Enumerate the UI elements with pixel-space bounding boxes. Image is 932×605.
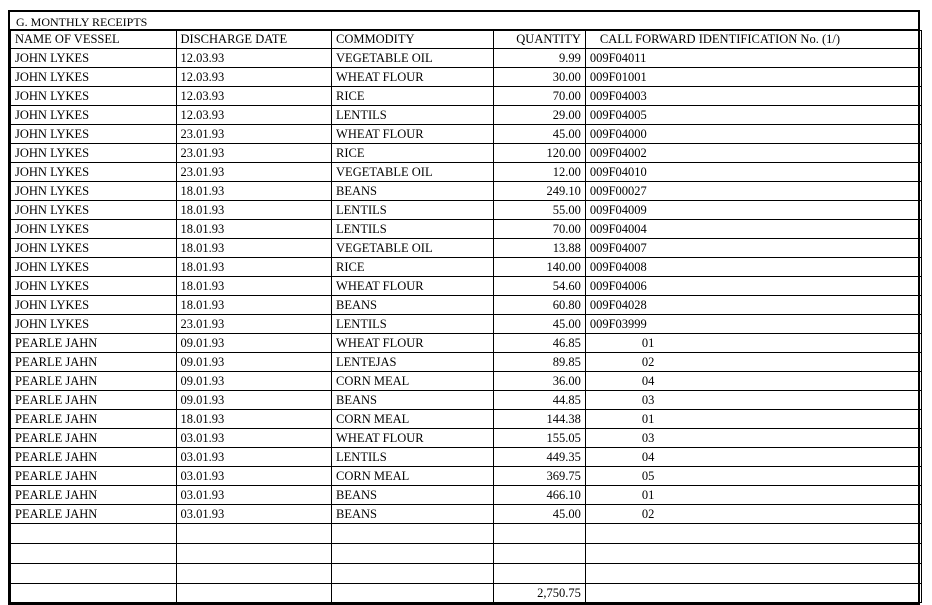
table-row <box>11 49 922 68</box>
cell-quantity: 89.85 <box>493 353 585 372</box>
cell-commodity: WHEAT FLOUR <box>332 68 494 87</box>
cell-quantity: 140.00 <box>493 258 585 277</box>
cell-cfi: 009F03999 <box>585 315 921 334</box>
blank-row <box>11 564 922 584</box>
blank-row <box>11 544 922 564</box>
cell-quantity: 54.60 <box>493 277 585 296</box>
total-row <box>11 584 922 603</box>
cell-commodity: CORN MEAL <box>332 372 494 391</box>
table-row <box>11 125 922 144</box>
table-row <box>11 410 922 429</box>
cell-vessel: PEARLE JAHN <box>11 467 177 486</box>
table-row <box>11 448 922 467</box>
cell-commodity: WHEAT FLOUR <box>332 125 494 144</box>
cell-quantity: 44.85 <box>493 391 585 410</box>
table-row <box>11 201 922 220</box>
cell-vessel: JOHN LYKES <box>11 182 177 201</box>
cell-cfi: 009F01001 <box>585 68 921 87</box>
cell-vessel: JOHN LYKES <box>11 201 177 220</box>
cell-quantity: 12.00 <box>493 163 585 182</box>
cell-commodity: BEANS <box>332 182 494 201</box>
header-quantity: QUANTITY <box>493 31 585 49</box>
header-cfi: CALL FORWARD IDENTIFICATION No. (1/) <box>585 31 921 49</box>
cell-discharge-date: 09.01.93 <box>176 334 332 353</box>
cell-vessel: JOHN LYKES <box>11 220 177 239</box>
cell-discharge-date: 12.03.93 <box>176 106 332 125</box>
table-row <box>11 258 922 277</box>
cell-quantity: 13.88 <box>493 239 585 258</box>
header-row <box>11 31 922 49</box>
cell-commodity: BEANS <box>332 505 494 524</box>
cell-commodity: LENTILS <box>332 448 494 467</box>
cell-quantity: 449.35 <box>493 448 585 467</box>
cell-commodity: WHEAT FLOUR <box>332 334 494 353</box>
table-frame <box>8 30 920 605</box>
header-vessel: NAME OF VESSEL <box>11 31 177 49</box>
header-discharge-date: DISCHARGE DATE <box>176 31 332 49</box>
cell-discharge-date: 23.01.93 <box>176 125 332 144</box>
table-row <box>11 334 922 353</box>
cell-vessel: PEARLE JAHN <box>11 391 177 410</box>
cell-discharge-date: 18.01.93 <box>176 258 332 277</box>
cell-discharge-date: 18.01.93 <box>176 410 332 429</box>
cell-quantity: 36.00 <box>493 372 585 391</box>
table-row <box>11 391 922 410</box>
cell-commodity: WHEAT FLOUR <box>332 277 494 296</box>
cell-cfi: 009F04005 <box>585 106 921 125</box>
cell-cfi: 009F04028 <box>585 296 921 315</box>
table-row <box>11 505 922 524</box>
cell-vessel: JOHN LYKES <box>11 239 177 258</box>
cell-vessel: JOHN LYKES <box>11 296 177 315</box>
cell-commodity: VEGETABLE OIL <box>332 239 494 258</box>
cell-commodity: BEANS <box>332 296 494 315</box>
cell-quantity: 55.00 <box>493 201 585 220</box>
cell-commodity: VEGETABLE OIL <box>332 163 494 182</box>
cell-discharge-date: 03.01.93 <box>176 429 332 448</box>
cell-cfi: 03 <box>585 391 921 410</box>
table-row <box>11 486 922 505</box>
cell-discharge-date: 12.03.93 <box>176 68 332 87</box>
cell-vessel: PEARLE JAHN <box>11 372 177 391</box>
cell-vessel: PEARLE JAHN <box>11 410 177 429</box>
cell-commodity: BEANS <box>332 391 494 410</box>
cell-commodity: RICE <box>332 144 494 163</box>
cell-vessel: PEARLE JAHN <box>11 353 177 372</box>
cell-quantity: 29.00 <box>493 106 585 125</box>
cell-cfi: 009F04009 <box>585 201 921 220</box>
table-row <box>11 277 922 296</box>
cell-cfi: 05 <box>585 467 921 486</box>
cell-cfi: 009F04007 <box>585 239 921 258</box>
cell-quantity: 45.00 <box>493 505 585 524</box>
cell-quantity: 144.38 <box>493 410 585 429</box>
cell-cfi: 02 <box>585 353 921 372</box>
cell-vessel: PEARLE JAHN <box>11 486 177 505</box>
monthly-receipts-form <box>8 10 920 605</box>
cell-vessel: JOHN LYKES <box>11 277 177 296</box>
cell-discharge-date: 23.01.93 <box>176 163 332 182</box>
cell-discharge-date: 18.01.93 <box>176 296 332 315</box>
cell-cfi: 01 <box>585 334 921 353</box>
cell-vessel: JOHN LYKES <box>11 106 177 125</box>
cell-discharge-date: 23.01.93 <box>176 315 332 334</box>
cell-vessel: PEARLE JAHN <box>11 334 177 353</box>
cell-discharge-date: 18.01.93 <box>176 239 332 258</box>
cell-vessel: PEARLE JAHN <box>11 429 177 448</box>
cell-quantity: 249.10 <box>493 182 585 201</box>
cell-commodity: CORN MEAL <box>332 410 494 429</box>
cell-cfi: 009F04011 <box>585 49 921 68</box>
cell-commodity: LENTILS <box>332 315 494 334</box>
table-row <box>11 163 922 182</box>
cell-cfi: 009F04000 <box>585 125 921 144</box>
cell-commodity: VEGETABLE OIL <box>332 49 494 68</box>
cell-quantity: 70.00 <box>493 220 585 239</box>
cell-discharge-date: 18.01.93 <box>176 277 332 296</box>
cell-vessel: PEARLE JAHN <box>11 505 177 524</box>
receipts-table <box>10 30 922 603</box>
cell-cfi: 009F04008 <box>585 258 921 277</box>
cell-discharge-date: 03.01.93 <box>176 505 332 524</box>
blank-row <box>11 524 922 544</box>
cell-discharge-date: 12.03.93 <box>176 49 332 68</box>
table-row <box>11 239 922 258</box>
cell-commodity: LENTILS <box>332 201 494 220</box>
cell-quantity: 45.00 <box>493 125 585 144</box>
cell-discharge-date: 09.01.93 <box>176 372 332 391</box>
cell-discharge-date: 18.01.93 <box>176 182 332 201</box>
table-row <box>11 144 922 163</box>
cell-commodity: RICE <box>332 258 494 277</box>
cell-quantity: 155.05 <box>493 429 585 448</box>
cell-vessel: PEARLE JAHN <box>11 448 177 467</box>
cell-discharge-date: 18.01.93 <box>176 220 332 239</box>
cell-quantity: 70.00 <box>493 87 585 106</box>
cell-vessel: JOHN LYKES <box>11 87 177 106</box>
table-row <box>11 467 922 486</box>
table-row <box>11 429 922 448</box>
cell-commodity: LENTEJAS <box>332 353 494 372</box>
table-row <box>11 182 922 201</box>
cell-quantity: 120.00 <box>493 144 585 163</box>
table-row <box>11 68 922 87</box>
cell-cfi: 009F04006 <box>585 277 921 296</box>
cell-cfi: 009F04010 <box>585 163 921 182</box>
cell-quantity: 369.75 <box>493 467 585 486</box>
cell-cfi: 01 <box>585 486 921 505</box>
table-body <box>11 49 922 603</box>
cell-commodity: LENTILS <box>332 106 494 125</box>
table-row <box>11 87 922 106</box>
cell-vessel: JOHN LYKES <box>11 315 177 334</box>
cell-discharge-date: 03.01.93 <box>176 486 332 505</box>
cell-cfi: 009F04003 <box>585 87 921 106</box>
cell-vessel: JOHN LYKES <box>11 258 177 277</box>
cell-discharge-date: 23.01.93 <box>176 144 332 163</box>
cell-quantity: 60.80 <box>493 296 585 315</box>
cell-commodity: WHEAT FLOUR <box>332 429 494 448</box>
cell-commodity: LENTILS <box>332 220 494 239</box>
cell-discharge-date: 18.01.93 <box>176 201 332 220</box>
cell-quantity: 45.00 <box>493 315 585 334</box>
table-row <box>11 315 922 334</box>
table-row <box>11 106 922 125</box>
cell-cfi: 04 <box>585 448 921 467</box>
table-row <box>11 372 922 391</box>
cell-cfi: 03 <box>585 429 921 448</box>
cell-cfi: 009F00027 <box>585 182 921 201</box>
table-row <box>11 353 922 372</box>
cell-commodity: BEANS <box>332 486 494 505</box>
cell-discharge-date: 12.03.93 <box>176 87 332 106</box>
cell-vessel: JOHN LYKES <box>11 49 177 68</box>
cell-vessel: JOHN LYKES <box>11 144 177 163</box>
cell-cfi: 009F04004 <box>585 220 921 239</box>
table-row <box>11 220 922 239</box>
cell-cfi: 04 <box>585 372 921 391</box>
cell-discharge-date: 03.01.93 <box>176 448 332 467</box>
cell-discharge-date: 09.01.93 <box>176 391 332 410</box>
cell-discharge-date: 03.01.93 <box>176 467 332 486</box>
cell-commodity: CORN MEAL <box>332 467 494 486</box>
cell-quantity: 9.99 <box>493 49 585 68</box>
header-commodity: COMMODITY <box>332 31 494 49</box>
cell-vessel: JOHN LYKES <box>11 163 177 182</box>
cell-cfi: 01 <box>585 410 921 429</box>
total-quantity: 2,750.75 <box>493 584 585 603</box>
cell-cfi: 02 <box>585 505 921 524</box>
cell-quantity: 46.85 <box>493 334 585 353</box>
cell-commodity: RICE <box>332 87 494 106</box>
section-title: G. MONTHLY RECEIPTS <box>8 10 920 30</box>
cell-quantity: 466.10 <box>493 486 585 505</box>
cell-cfi: 009F04002 <box>585 144 921 163</box>
cell-quantity: 30.00 <box>493 68 585 87</box>
cell-vessel: JOHN LYKES <box>11 125 177 144</box>
cell-discharge-date: 09.01.93 <box>176 353 332 372</box>
table-row <box>11 296 922 315</box>
cell-vessel: JOHN LYKES <box>11 68 177 87</box>
